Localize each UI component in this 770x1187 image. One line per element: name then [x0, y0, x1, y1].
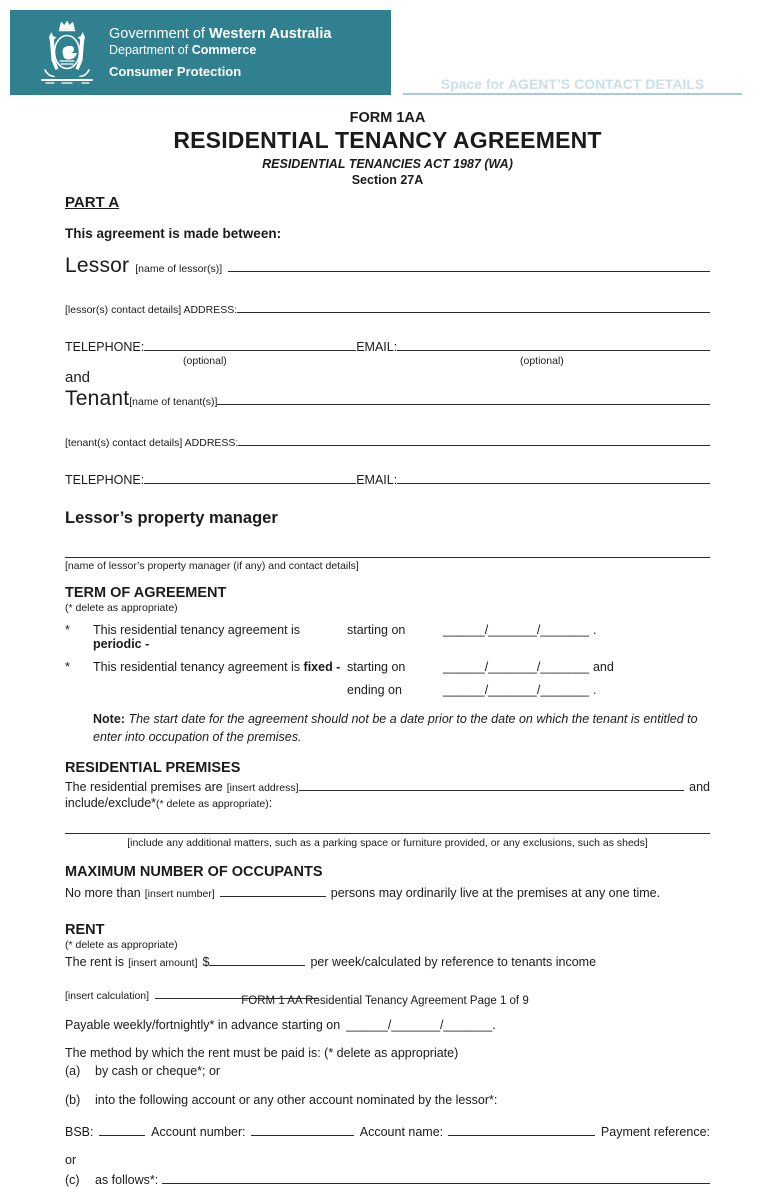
tenant-address-row: [65, 433, 710, 449]
occupants-row: [65, 884, 710, 900]
premises-text: The residential premises are: [65, 780, 223, 795]
and-connector: and: [65, 369, 91, 386]
payable-text: Payable weekly/fortnightly* in advance starting on: [65, 1018, 341, 1033]
banner-text: [109, 26, 331, 80]
rent-text-prefix: The rent is: [65, 955, 125, 970]
property-manager-blank: [65, 528, 710, 558]
tenant-address-blank: [238, 433, 710, 446]
term-delete-note: (* delete as appropriate): [65, 602, 178, 614]
occupants-text-prefix: No more than: [65, 886, 141, 901]
payment-method-intro: The method by which the rent must be paid is: (* delete as appropriate): [65, 1046, 459, 1061]
term-row-fixed: [65, 660, 710, 674]
lessor-label: Lessor: [65, 254, 130, 277]
option-a-marker: (a): [65, 1064, 81, 1079]
occupants-number-blank: [220, 884, 326, 897]
option-b-text: into the following account or any other account nominated by the lessor*:: [95, 1093, 498, 1108]
and-suffix: and: [592, 660, 614, 674]
term-fixed-text: This residential tenancy agreement is fixed -: [93, 660, 341, 674]
starting-on-label: starting on: [347, 660, 406, 674]
option-c-marker: (c): [65, 1173, 80, 1187]
lessor-address-label: [lessor(s) contact details] ADDRESS:: [65, 304, 238, 316]
payment-option-c: [65, 1171, 710, 1187]
note-label: Note:: [93, 712, 125, 726]
payable-row: [65, 1018, 710, 1032]
lessor-name-row: [65, 254, 710, 278]
dollar-sign: $: [202, 955, 210, 970]
tenant-label: Tenant: [65, 387, 130, 410]
bsb-blank: [99, 1123, 146, 1136]
tenant-telephone-blank: [144, 471, 356, 484]
tenant-telephone-label: TELEPHONE:: [65, 473, 145, 487]
rent-heading: RENT: [65, 922, 105, 939]
agent-contact-space: [403, 76, 742, 95]
asterisk-marker: *: [65, 660, 70, 674]
line-punctuation: .: [592, 683, 597, 697]
lessor-name-blank: [228, 259, 710, 272]
lessor-email-label: EMAIL:: [356, 340, 398, 354]
page-title: RESIDENTIAL TENANCY AGREEMENT: [173, 127, 602, 153]
premises-address-blank: [299, 778, 685, 791]
email-optional-note: (optional): [520, 355, 564, 367]
lessor-name-hint: [name of lessor(s)]: [135, 263, 223, 275]
tenant-name-hint: [name of tenant(s)]: [129, 396, 218, 408]
occupants-heading: MAXIMUM NUMBER OF OCCUPANTS: [65, 864, 323, 881]
tenant-name-blank: [217, 392, 710, 405]
term-row-ending: [65, 683, 710, 697]
fixed-end-date-blank: ______/_______/_______: [443, 683, 589, 697]
include-exclude-row: [65, 796, 710, 810]
form-body: [65, 110, 710, 1187]
lessor-email-blank: [397, 338, 710, 351]
account-number-blank: [251, 1123, 354, 1136]
account-number-label: Account number:: [151, 1125, 246, 1140]
bsb-label: BSB:: [65, 1125, 94, 1140]
account-name-label: Account name:: [359, 1125, 444, 1140]
act-title: RESIDENTIAL TENANCIES ACT 1987 (WA): [262, 157, 513, 171]
periodic-start-date-blank: ______/_______/_______: [443, 623, 589, 637]
tenant-email-blank: [397, 471, 710, 484]
option-c-blank: [162, 1171, 710, 1184]
page-footer: FORM 1 AA Residential Tenancy Agreement Page 1 of 9: [241, 995, 529, 1007]
rent-amount-blank: [209, 953, 305, 966]
occupants-text-suffix: persons may ordinarily live at the premises at any one time.: [330, 886, 661, 901]
colon: :: [268, 796, 273, 811]
term-heading: TERM OF AGREEMENT: [65, 585, 227, 601]
optional-row: [65, 354, 710, 368]
part-a-heading: PART A: [65, 194, 120, 211]
option-c-text: as follows*:: [95, 1173, 159, 1187]
header: [10, 10, 742, 95]
bank-details-row: [65, 1123, 710, 1139]
form-number: FORM 1AA: [349, 110, 426, 126]
delete-as-appropriate-hint: (* delete as appropriate): [156, 798, 269, 811]
term-periodic-text: This residential tenancy agreement is periodic -: [93, 623, 301, 651]
property-manager-hint: [name of lessor’s property manager (if any) and contact details]: [65, 560, 359, 572]
lessor-phone-row: [65, 338, 710, 354]
payment-option-a: [65, 1064, 710, 1078]
property-manager-heading: Lessor’s property manager: [65, 509, 278, 527]
insert-amount-hint: [insert amount]: [128, 957, 198, 970]
premises-heading: RESIDENTIAL PREMISES: [65, 760, 241, 777]
term-note: [93, 710, 710, 746]
account-name-blank: [448, 1123, 595, 1136]
ending-on-label: ending on: [347, 683, 402, 697]
option-a-text: by cash or cheque*; or: [95, 1064, 221, 1079]
option-b-marker: (b): [65, 1093, 81, 1108]
tenant-address-label: [tenant(s) contact details] ADDRESS:: [65, 437, 239, 449]
term-row-periodic: [65, 623, 710, 651]
insert-calculation-hint: [insert calculation]: [65, 990, 150, 1003]
line-punctuation: .: [592, 623, 597, 637]
department-line: Department of Commerce: [109, 43, 257, 58]
asterisk-marker: *: [65, 623, 70, 637]
line-punctuation: .: [492, 1018, 496, 1033]
lessor-telephone-label: TELEPHONE:: [65, 340, 145, 354]
rent-amount-row: [65, 953, 710, 969]
government-line: Government of Western Australia: [109, 25, 332, 42]
lessor-telephone-blank: [144, 338, 356, 351]
payment-reference-label: Payment reference:: [600, 1125, 710, 1140]
lessor-address-row: [65, 300, 710, 316]
rent-delete-note: (* delete as appropriate): [65, 939, 178, 952]
premises-caption: [include any additional matters, such as a parking space or furniture provided, or any exclusions, such as sheds]: [127, 837, 648, 850]
starting-on-label: starting on: [347, 623, 406, 637]
tenant-phone-row: [65, 471, 710, 487]
insert-number-hint: [insert number]: [144, 888, 215, 901]
section-title: Section 27A: [351, 173, 424, 187]
lessor-address-blank: [237, 300, 710, 313]
payment-option-b: [65, 1093, 710, 1107]
agent-space-label: Space for AGENT’S CONTACT DETAILS: [440, 76, 705, 92]
insert-address-hint: [insert address]: [226, 782, 299, 795]
and-suffix: and: [689, 780, 710, 795]
telephone-optional-note: (optional): [183, 355, 227, 367]
rent-text-suffix: per week/calculated by reference to tenants income: [310, 955, 597, 970]
premises-address-row: [65, 778, 710, 794]
include-exclude-text: include/exclude*: [65, 796, 157, 811]
wa-coat-of-arms-icon: [36, 17, 98, 89]
note-text: The start date for the agreement should not be a date prior to the date on which the tenant is entitled to enter into occupation of the premises.: [93, 712, 698, 745]
tenant-email-label: EMAIL:: [356, 473, 398, 487]
premises-details-blank: [65, 810, 710, 834]
fixed-start-date-blank: ______/_______/_______: [443, 660, 589, 674]
payable-start-date-blank: ______/_______/_______: [346, 1018, 493, 1033]
tenant-name-row: [65, 387, 710, 411]
government-banner: [10, 10, 391, 95]
division-line: Consumer Protection: [109, 63, 242, 79]
or-connector: or: [65, 1153, 77, 1168]
agreement-intro: This agreement is made between:: [65, 226, 282, 241]
